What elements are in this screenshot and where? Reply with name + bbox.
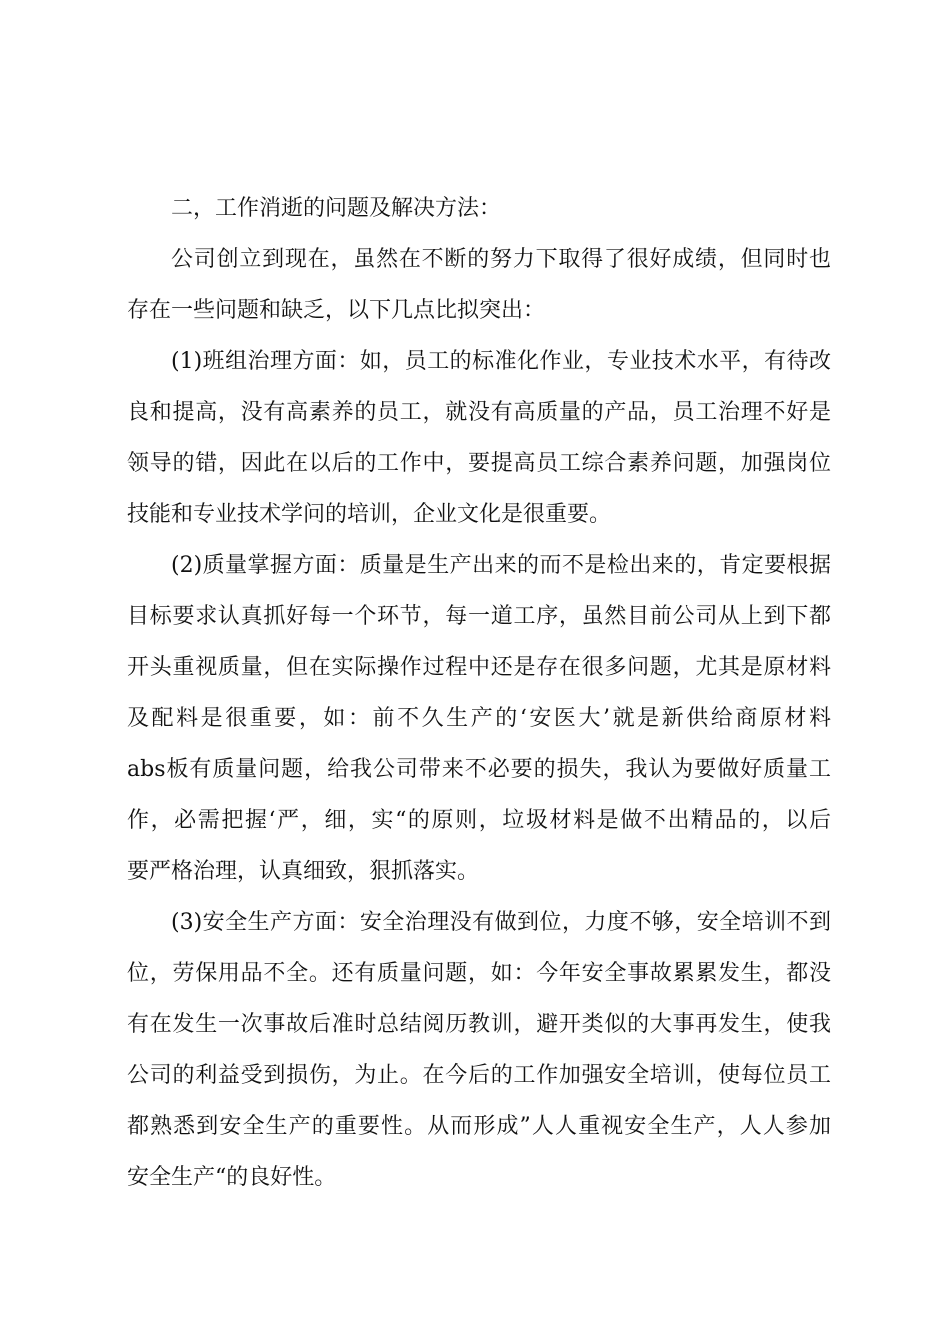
paragraph-line: 公司创立到现在，虽然在不断的努力下取得了很好成绩，但同时也	[171, 247, 831, 272]
paragraph-safety-production	[127, 897, 831, 1203]
paragraph-line: 领导的错，因此在以后的工作中，要提高员工综合素养问题，加强岗位	[127, 451, 831, 476]
paragraph-line: 技能和专业技术学问的培训，企业文化是很重要。	[127, 502, 612, 527]
paragraph-quality-control	[127, 540, 831, 897]
paragraph-line: 有在发生一次事故后准时总结阅历教训，避开类似的大事再发生，使我	[127, 1012, 831, 1037]
paragraph-line: 都熟悉到安全生产的重要性。从而形成”人人重视安全生产，人人参加	[127, 1114, 831, 1139]
paragraph-line: abs板有质量问题，给我公司带来不必要的损失，我认为要做好质量工	[127, 757, 831, 782]
paragraph-line: 要严格治理，认真细致，狠抓落实。	[127, 859, 480, 884]
paragraph-line: 位，劳保用品不全。还有质量问题，如：今年安全事故累累发生，都没	[127, 961, 831, 986]
paragraph-intro	[127, 234, 831, 336]
paragraph-line: (3)安全生产方面：安全治理没有做到位，力度不够，安全培训不到	[171, 910, 831, 935]
paragraph-line: 安全生产“的良好性。	[127, 1165, 337, 1190]
paragraph-line: 存在一些问题和缺乏，以下几点比拟突出：	[127, 298, 546, 323]
paragraph-line: 公司的利益受到损伤，为止。在今后的工作加强安全培训，使每位员工	[127, 1063, 831, 1088]
paragraph-line: 开头重视质量，但在实际操作过程中还是存在很多问题，尤其是原材料	[127, 655, 831, 680]
document-body	[127, 183, 831, 1203]
section-heading	[127, 183, 831, 234]
heading-line: 二，工作消逝的问题及解决方法：	[171, 196, 502, 221]
paragraph-team-management	[127, 336, 831, 540]
paragraph-line: (2)质量掌握方面：质量是生产出来的而不是检出来的，肯定要根据	[171, 553, 831, 578]
paragraph-line: 良和提高，没有高素养的员工，就没有高质量的产品，员工治理不好是	[127, 400, 831, 425]
paragraph-line: 目标要求认真抓好每一个环节，每一道工序，虽然目前公司从上到下都	[127, 604, 831, 629]
paragraph-line: (1)班组治理方面：如，员工的标准化作业，专业技术水平，有待改	[171, 349, 831, 374]
paragraph-line: 及配料是很重要，如：前不久生产的‘安医大’就是新供给商原材料	[127, 706, 831, 731]
paragraph-line: 作，必需把握‘严，细，实“的原则，垃圾材料是做不出精品的，以后	[127, 808, 831, 833]
